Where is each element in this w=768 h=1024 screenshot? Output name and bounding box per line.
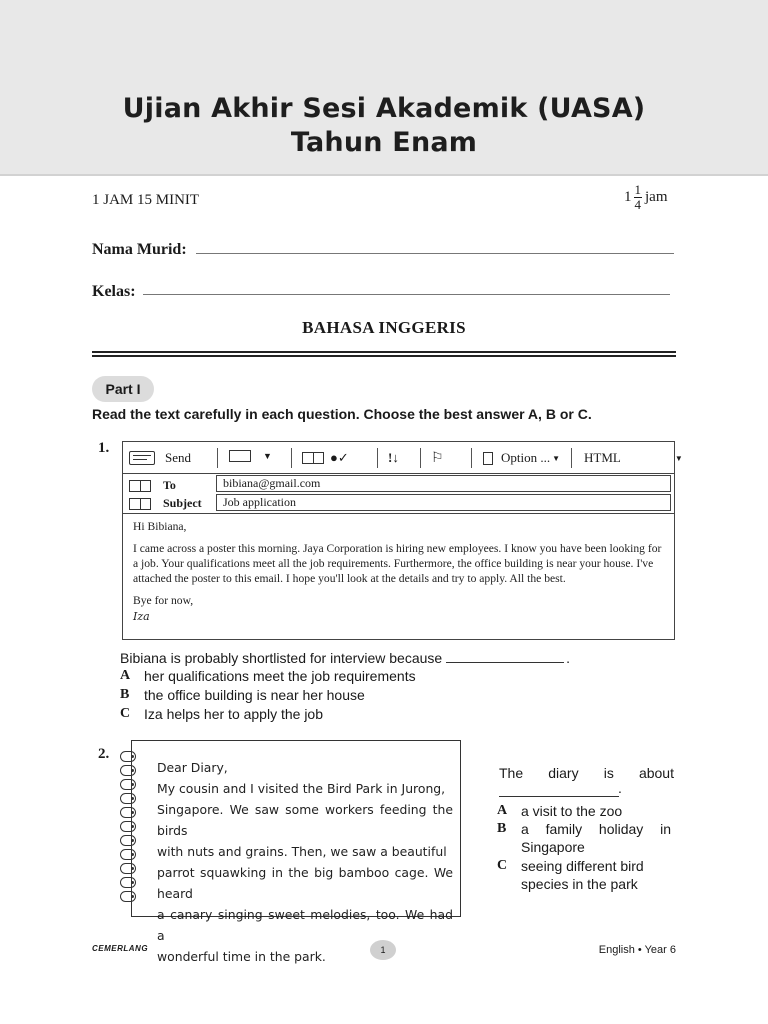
diary-line: wonderful time in the park.: [157, 949, 326, 964]
address-book-icon: [302, 452, 324, 464]
stem-text: Bibiana is probably shortlisted for interview because: [120, 650, 443, 666]
send-button[interactable]: [129, 450, 191, 466]
option-text: Iza helps her to apply the job: [144, 706, 324, 722]
diary-text: [157, 757, 453, 967]
to-label: To: [163, 478, 176, 492]
address-book-icon: [129, 480, 151, 492]
footer-label: English • Year 6: [598, 944, 676, 956]
option-text: seeing different bird species in the park: [521, 858, 644, 892]
diary-line: parrot squawking in the big bamboo cage. We heard: [157, 865, 453, 901]
duration-text: 1 JAM 15 MINIT: [92, 192, 200, 208]
option-a[interactable]: [497, 802, 677, 820]
diary-line: a canary singing sweet melodies, too. We had a: [157, 907, 453, 943]
class-field[interactable]: [143, 294, 670, 295]
email-toolbar: [123, 442, 683, 474]
email-divider: [123, 513, 674, 514]
part-badge: Part I: [92, 376, 154, 402]
option-letter: A: [120, 668, 131, 683]
option-c[interactable]: [120, 706, 323, 722]
check-names-icon: ●✓: [330, 450, 349, 465]
toolbar-separator: [377, 448, 378, 468]
subject-title: BAHASA INGGERIS: [302, 318, 466, 337]
name-label: Nama Murid:: [92, 241, 187, 258]
send-icon: [129, 451, 155, 465]
option-text: a visit to the zoo: [521, 803, 623, 819]
class-label: Kelas:: [92, 283, 136, 300]
email-window: [122, 441, 683, 640]
address-book-button[interactable]: [302, 450, 349, 466]
to-row-label: [129, 478, 176, 493]
question-number: 2.: [98, 746, 110, 762]
diary-line: Dear Diary,: [157, 760, 228, 775]
toolbar-separator: [420, 448, 421, 468]
name-field[interactable]: [196, 253, 674, 254]
to-field[interactable]: bibiana@gmail.com: [216, 475, 671, 492]
folder-icon: [229, 450, 251, 462]
diary-line: with nuts and grains. Then, we saw a beautiful: [157, 844, 447, 859]
page-subtitle: Tahun Enam: [290, 127, 478, 158]
chevron-down-icon: ▼: [552, 453, 561, 463]
email-paragraph: I came across a poster this morning. Jaya Corporation is hiring new employees. I know you have been looking for a job. Your qualifications meet all the job requirements. Furthermore, the office building is near your house. I've attached the poster to this email. I hope you'll look at the details and try to apply. All the best.: [133, 542, 662, 585]
diary-line: My cousin and I visited the Bird Park in Jurong,: [157, 781, 446, 796]
fraction-unit: jam: [645, 189, 668, 205]
toolbar-separator: [571, 448, 572, 468]
answer-blank: [446, 662, 564, 663]
option-text: her qualifications meet the job requirements: [144, 668, 416, 684]
fraction-whole: 1: [624, 189, 632, 205]
publisher-logo: CEMERLANG: [92, 944, 149, 953]
diary-card: [131, 740, 461, 964]
attach-folder-button[interactable]: [229, 450, 272, 462]
option-b[interactable]: [120, 687, 365, 703]
stem-period: .: [618, 780, 622, 796]
subject-field[interactable]: Job application: [216, 494, 671, 511]
options-label: Option ...: [501, 450, 551, 465]
question-stem: Bibiana is probably shortlisted for interview because .: [120, 650, 571, 666]
subject-label: Subject: [163, 496, 202, 510]
option-letter: A: [497, 803, 508, 818]
option-letter: C: [497, 858, 508, 873]
email-body: [133, 519, 663, 631]
duration-fraction: [624, 183, 668, 212]
page-number: 1: [370, 940, 396, 960]
option-letter: B: [497, 821, 507, 836]
fraction-denominator: 4: [634, 197, 641, 212]
option-letter: B: [120, 687, 130, 702]
chevron-down-icon: ▼: [263, 451, 272, 461]
fraction: [634, 183, 643, 212]
page-title: Ujian Akhir Sesi Akademik (UASA): [122, 93, 646, 124]
spiral-binding-icon: [120, 751, 142, 905]
flag-icon: ⚐: [431, 451, 444, 466]
option-letter: C: [120, 706, 131, 721]
toolbar-separator: [471, 448, 472, 468]
email-signature: Iza: [133, 610, 150, 623]
option-a[interactable]: [120, 668, 416, 684]
option-c[interactable]: [497, 857, 677, 893]
answer-blank: [499, 783, 619, 797]
subject-row-label: [129, 496, 202, 511]
priority-button[interactable]: [388, 450, 399, 466]
flag-button[interactable]: [431, 450, 444, 467]
instructions: Read the text carefully in each question. Choose the best answer A, B or C.: [92, 406, 592, 422]
send-label: Send: [165, 450, 191, 465]
email-closing: Bye for now,: [133, 594, 194, 607]
divider: [92, 351, 676, 357]
question-stem: The diary is about: [499, 765, 674, 781]
fraction-numerator: 1: [634, 182, 641, 197]
chevron-down-icon: ▼: [674, 453, 683, 463]
email-greeting: Hi Bibiana,: [133, 520, 187, 533]
priority-icon: !↓: [388, 450, 399, 465]
diary-line: Singapore. We saw some workers feeding the birds: [157, 802, 453, 838]
question-number: 1.: [98, 440, 110, 456]
option-text: a family holiday in Singapore: [521, 821, 671, 855]
format-label: HTML: [584, 450, 621, 465]
options-button[interactable]: [483, 450, 560, 466]
toolbar-separator: [217, 448, 218, 468]
option-text: the office building is near her house: [144, 687, 365, 703]
address-book-icon: [129, 498, 151, 510]
format-dropdown[interactable]: [584, 450, 683, 466]
option-b[interactable]: [497, 820, 677, 856]
document-icon: [483, 452, 493, 465]
toolbar-separator: [291, 448, 292, 468]
